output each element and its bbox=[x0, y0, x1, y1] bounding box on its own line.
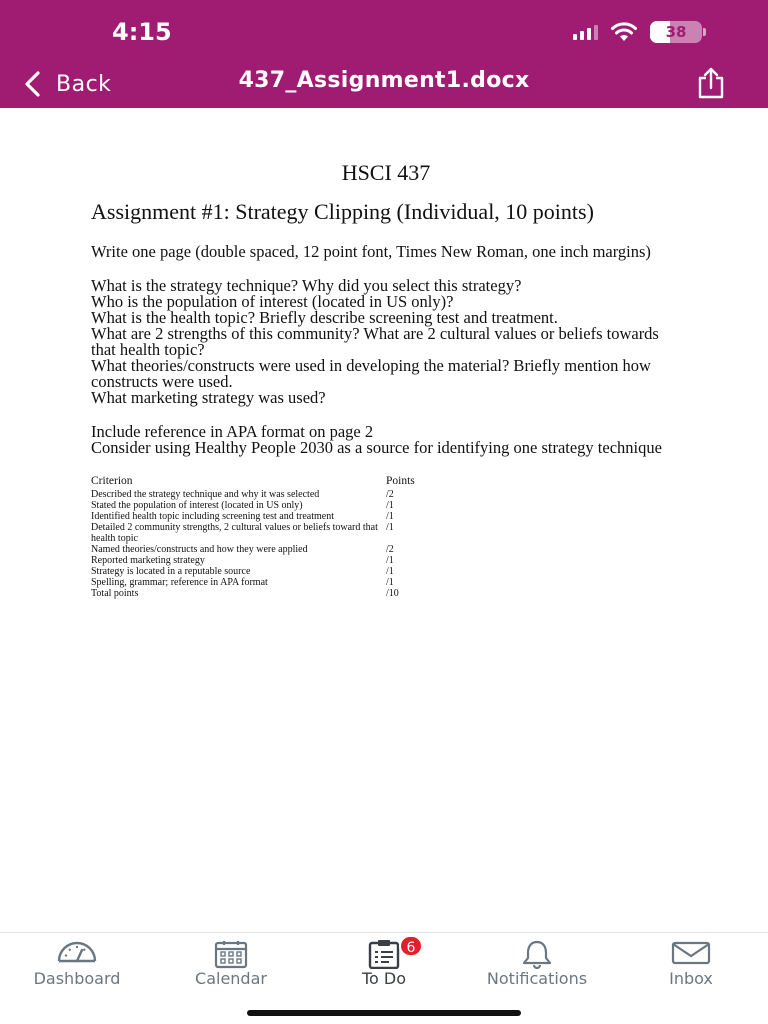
rubric-criterion: Strategy is located in a reputable source bbox=[91, 566, 251, 577]
clipboard-icon bbox=[367, 939, 401, 969]
tab-todo-label: To Do bbox=[361, 969, 407, 988]
rubric-points: /2 bbox=[386, 544, 394, 555]
app-header bbox=[0, 0, 768, 108]
share-icon bbox=[694, 66, 728, 100]
rubric-header-row bbox=[91, 476, 431, 487]
rubric-criterion: Detailed 2 community strengths, 2 cultural values or beliefs toward that health topic bbox=[91, 522, 378, 544]
question-item: What is the health topic? Briefly describe screening test and treatment. bbox=[91, 308, 558, 327]
rubric-criterion: Identified health topic including screening test and treatment bbox=[91, 511, 334, 522]
bell-icon bbox=[519, 939, 555, 969]
assignment-title: Assignment #1: Strategy Clipping (Individual, 10 points) bbox=[91, 199, 594, 224]
format-instructions: Write one page (double spaced, 12 point font, Times New Roman, one inch margins) bbox=[91, 242, 651, 261]
rubric-criterion: Described the strategy technique and why it was selected bbox=[91, 489, 320, 500]
rubric-points: /2 bbox=[386, 489, 394, 500]
note-item: Include reference in APA format on page 2 bbox=[91, 422, 374, 441]
rubric-criterion: Spelling, grammar; reference in APA format bbox=[91, 577, 268, 588]
share-button[interactable] bbox=[694, 66, 728, 100]
calendar-icon bbox=[214, 939, 248, 969]
tab-todo[interactable] bbox=[307, 933, 461, 1003]
document-title: 437_Assignment1.docx bbox=[238, 68, 530, 93]
course-code: HSCI 437 bbox=[341, 160, 431, 185]
question-item: What are 2 strengths of this community? What are 2 cultural values or beliefs towards that health topic? bbox=[91, 324, 659, 359]
question-item: What marketing strategy was used? bbox=[91, 388, 326, 407]
tab-notifications[interactable] bbox=[460, 933, 614, 1003]
tab-inbox-label: Inbox bbox=[669, 969, 713, 988]
battery-percent: 38 bbox=[665, 23, 687, 41]
status-time: 4:15 bbox=[112, 18, 172, 46]
tab-calendar[interactable] bbox=[154, 933, 308, 1003]
rubric-row bbox=[91, 577, 431, 588]
rubric-criterion: Stated the population of interest (located in US only) bbox=[91, 500, 303, 511]
rubric-points: /1 bbox=[386, 500, 394, 511]
rubric-row bbox=[91, 522, 431, 544]
rubric-table bbox=[91, 476, 431, 599]
dashboard-icon bbox=[55, 939, 99, 965]
rubric-criterion: Reported marketing strategy bbox=[91, 555, 205, 566]
rubric-points: /10 bbox=[386, 588, 399, 599]
rubric-row bbox=[91, 511, 431, 522]
status-icons bbox=[573, 21, 702, 43]
rubric-points: /1 bbox=[386, 577, 394, 588]
notes-block bbox=[91, 424, 681, 456]
question-item: What is the strategy technique? Why did you select this strategy? bbox=[91, 276, 522, 295]
home-indicator bbox=[247, 1010, 521, 1016]
rubric-criterion: Total points bbox=[91, 588, 139, 599]
back-label: Back bbox=[56, 71, 112, 97]
tab-notifications-label: Notifications bbox=[486, 969, 588, 988]
question-item: What theories/constructs were used in developing the material? Briefly mention how constructs were used. bbox=[91, 356, 651, 391]
rubric-points: /1 bbox=[386, 555, 394, 566]
question-list bbox=[91, 278, 681, 406]
todo-badge: 6 bbox=[399, 935, 423, 957]
question-item: Who is the population of interest (located in US only)? bbox=[91, 292, 454, 311]
battery-icon bbox=[650, 21, 702, 43]
rubric-points: /1 bbox=[386, 522, 394, 533]
rubric-header-points: Points bbox=[386, 475, 415, 487]
rubric-row bbox=[91, 489, 431, 500]
note-item: Consider using Healthy People 2030 as a source for identifying one strategy technique bbox=[91, 438, 662, 457]
rubric-row bbox=[91, 544, 431, 555]
rubric-header-criterion: Criterion bbox=[91, 475, 133, 487]
envelope-icon bbox=[671, 939, 711, 967]
rubric-points: /1 bbox=[386, 566, 394, 577]
rubric-total-row bbox=[91, 588, 431, 599]
rubric-points: /1 bbox=[386, 511, 394, 522]
cellular-signal-icon bbox=[573, 24, 598, 40]
wifi-icon bbox=[610, 22, 638, 42]
tab-calendar-label: Calendar bbox=[195, 969, 267, 988]
tab-dashboard-label: Dashboard bbox=[33, 969, 121, 988]
rubric-row bbox=[91, 555, 431, 566]
rubric-row bbox=[91, 566, 431, 577]
tab-dashboard[interactable] bbox=[0, 933, 154, 1003]
document-page bbox=[91, 160, 681, 599]
tab-inbox[interactable] bbox=[614, 933, 768, 1003]
rubric-criterion: Named theories/constructs and how they were applied bbox=[91, 544, 308, 555]
rubric-row bbox=[91, 500, 431, 511]
